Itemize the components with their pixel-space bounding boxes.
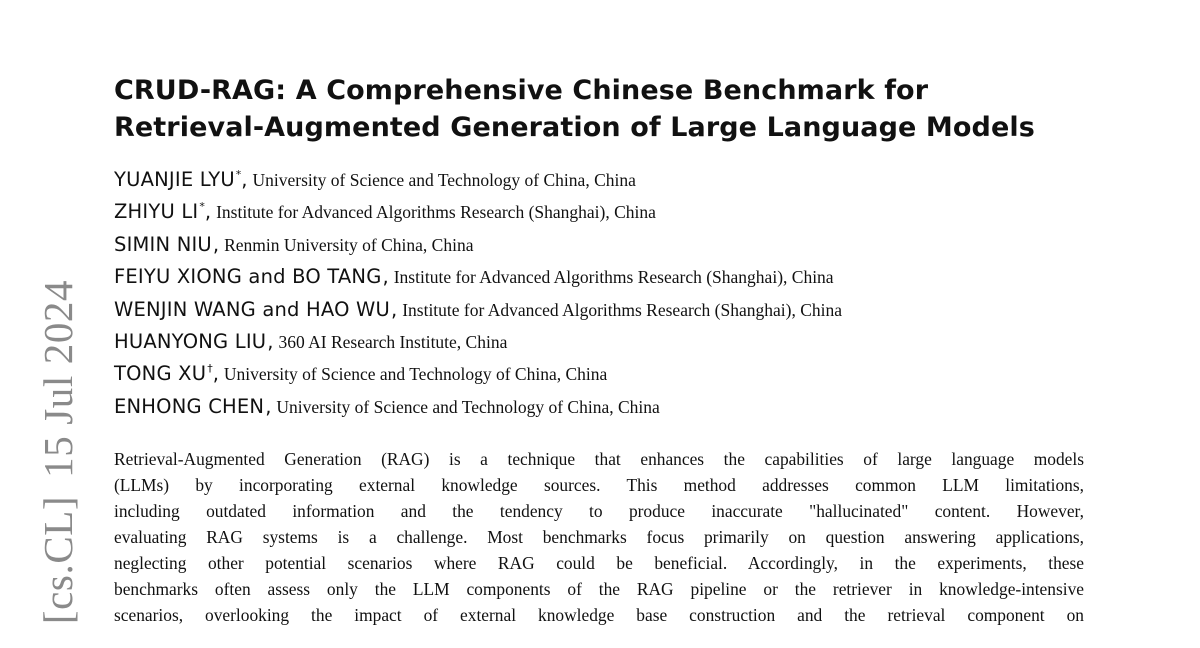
author-affiliation: University of Science and Technology of China, China [223, 364, 608, 385]
author-affiliation: University of Science and Technology of China, China [276, 396, 660, 417]
author-entry: ZHIYU LI * , Institute for Advanced Algorithms Research (Shanghai), China [114, 200, 656, 224]
author-affiliation: Renmin University of China, China [224, 234, 474, 255]
author-entry: WENJIN WANG and HAO WU , Institute for Advanced Algorithms Research (Shanghai), China [114, 297, 843, 321]
arxiv-category: [cs.CL] [35, 495, 81, 625]
author-name: HUANYONG LIU [114, 329, 267, 353]
paper-header [114, 72, 1084, 628]
author-entry: YUANJIE LYU * , University of Science and Technology of China, China [114, 168, 636, 191]
author-footnote-mark: * [235, 168, 242, 181]
abstract-line: Retrieval-Augmented Generation (RAG) is a technique that enhances the capabilities of large language models [114, 449, 1084, 470]
author-affiliation: Institute for Advanced Algorithms Research (Shanghai), China [216, 202, 656, 223]
abstract-line: scenarios, overlooking the impact of external knowledge base construction and the retrieval component on [114, 605, 1084, 626]
author-entry: HUANYONG LIU , 360 AI Research Institute, China [114, 329, 508, 353]
author-footnote-mark: † [207, 362, 213, 376]
author-name: FEIYU XIONG and BO TANG [114, 265, 382, 289]
abstract-line: benchmarks often assess only the LLM components of the RAG pipeline or the retriever in knowledge-intensive [114, 579, 1084, 600]
author-name: YUANJIE LYU [114, 168, 235, 191]
paper-title-line: Retrieval-Augmented Generation of Large Language Models [114, 112, 1035, 143]
abstract-line: evaluating RAG systems is a challenge. Most benchmarks focus primarily on question answering applications, [114, 527, 1084, 548]
arxiv-date: 15 Jul 2024 [35, 279, 81, 478]
paper-title [114, 72, 1084, 146]
author-entry: ENHONG CHEN , University of Science and Technology of China, China [114, 394, 660, 418]
author-list [114, 168, 1084, 427]
abstract-line: neglecting other potential scenarios where RAG could be beneficial. Accordingly, in the experiments, these [114, 553, 1084, 574]
author-affiliation: University of Science and Technology of China, China [252, 170, 636, 190]
paper-title-line: CRUD-RAG: A Comprehensive Chinese Benchmark for [114, 75, 929, 106]
author-affiliation: Institute for Advanced Algorithms Research (Shanghai), China [402, 299, 843, 320]
author-name: WENJIN WANG and HAO WU [114, 297, 390, 321]
abstract [114, 446, 1084, 628]
arxiv-side-stamp [34, 280, 82, 624]
abstract-line: including outdated information and the tendency to produce inaccurate "hallucinated" content. However, [114, 501, 1084, 522]
author-name: ENHONG CHEN [114, 394, 265, 418]
author-entry: SIMIN NIU , Renmin University of China, China [114, 232, 474, 256]
author-entry: FEIYU XIONG and BO TANG , Institute for Advanced Algorithms Research (Shanghai), China [114, 265, 834, 289]
author-name: TONG XU [114, 362, 207, 386]
author-footnote-mark: * [199, 200, 205, 214]
author-affiliation: 360 AI Research Institute, China [278, 331, 508, 352]
author-name: ZHIYU LI [114, 200, 199, 224]
author-affiliation: Institute for Advanced Algorithms Research (Shanghai), China [393, 267, 834, 288]
abstract-line: (LLMs) by incorporating external knowledge sources. This method addresses common LLM limitations, [114, 475, 1084, 496]
author-entry: TONG XU † , University of Science and Technology of China, China [114, 362, 608, 386]
author-name: SIMIN NIU [114, 232, 212, 256]
